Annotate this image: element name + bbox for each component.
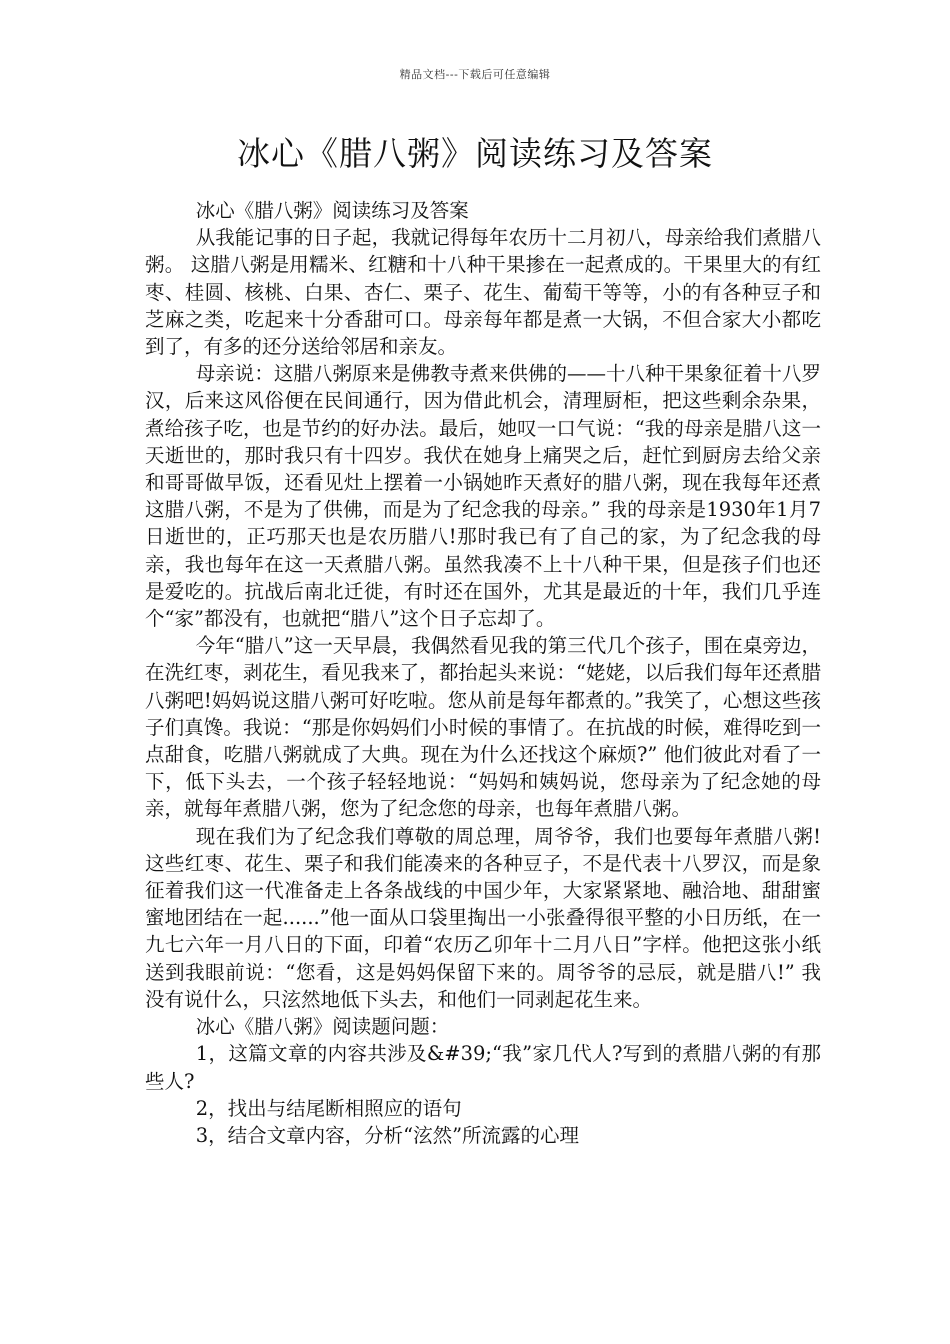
question-item: 2，找出与结尾断相照应的语句 [195, 1096, 462, 1120]
subtitle-paragraph: 冰心《腊八粥》阅读练习及答案 [195, 199, 469, 222]
header-note: 精品文档---下载后可任意编辑 [399, 68, 551, 81]
document-title: 冰心《腊八粥》阅读练习及答案 [237, 134, 713, 173]
questions-heading: 冰心《腊八粥》阅读题问题： [195, 1015, 450, 1039]
body-paragraph: 今年“腊八”这一天早晨，我偶然看见我的第三代几个孩子，围在桌旁边，在洗红枣，剥花生，看见我来了，都抬起头来说：“姥姥，以后我们每年还煮腊八粥吧!妈妈说这腊八粥可好吃啦。您从前是每年都煮的。”我笑了，心想这些孩子们真馋。我说：“那是你妈妈们小时候的事情了。在抗战的时候，难得吃到一点甜食，吃腊八粥就成了大典。现在为什么还找这个麻烦?” 他们彼此对看了一下，低下头去，一个孩子轻轻地说：“妈妈和姨妈说，您母亲为了纪念她的母亲，就每年煮腊八粥，您为了纪念您的母亲，也每年煮腊八粥。 [145, 634, 821, 821]
document-body [145, 197, 821, 1149]
body-paragraph: 母亲说：这腊八粥原来是佛教寺煮来供佛的——十八种干果象征着十八罗汉，后来这风俗便在民间通行，因为借此机会，清理厨柜，把这些剩余杂果，煮给孩子吃，也是节约的好办法。最后，她叹一口气说：“我的母亲是腊八这一天逝世的，那时我只有十四岁。我伏在她身上痛哭之后，赶忙到厨房去给父亲和哥哥做早饭，还看见灶上摆着一小锅她昨天煮好的腊八粥，现在我每年还煮这腊八粥，不是为了供佛，而是为了纪念我的母亲。” 我的母亲是1930年1月7日逝世的，正巧那天也是农历腊八!那时我已有了自己的家，为了纪念我的母亲，我也每年在这一天煮腊八粥。虽然我凑不上十八种干果，但是孩子们也还是爱吃的。抗战后南北迁徙，有时还在国外，尤其是最近的十年，我们几乎连个“家”都没有，也就把“腊八”这个日子忘却了。 [145, 362, 821, 631]
question-item: 3，结合文章内容，分析“泫然”所流露的心理 [195, 1123, 580, 1147]
question-item: 1，这篇文章的内容共涉及&#39;“我”家几代人?写到的煮腊八粥的有那些人? [145, 1042, 821, 1093]
body-paragraph: 从我能记事的日子起，我就记得每年农历十二月初八，母亲给我们煮腊八粥。 这腊八粥是用糯米、红糖和十八种干果掺在一起煮成的。干果里大的有红枣、桂圆、核桃、白果、杏仁、栗子、花生、葡萄干等等，小的有各种豆子和芝麻之类，吃起来十分香甜可口。母亲每年都是煮一大锅，不但合家大小都吃到了，有多的还分送给邻居和亲友。 [145, 226, 821, 359]
body-paragraph: 现在我们为了纪念我们尊敬的周总理，周爷爷，我们也要每年煮腊八粥!这些红枣、花生、栗子和我们能凑来的各种豆子，不是代表十八罗汉，而是象征着我们这一代准备走上各条战线的中国少年，大家紧紧地、融洽地、甜甜蜜蜜地团结在一起......”他一面从口袋里掏出一小张叠得很平整的小日历纸，在一九七六年一月八日的下面，印着“农历乙卯年十二月八日”字样。他把这张小纸送到我眼前说：“您看，这是妈妈保留下来的。周爷爷的忌辰，就是腊八!” 我没有说什么，只泫然地低下头去，和他们一同剥起花生来。 [145, 824, 821, 1011]
